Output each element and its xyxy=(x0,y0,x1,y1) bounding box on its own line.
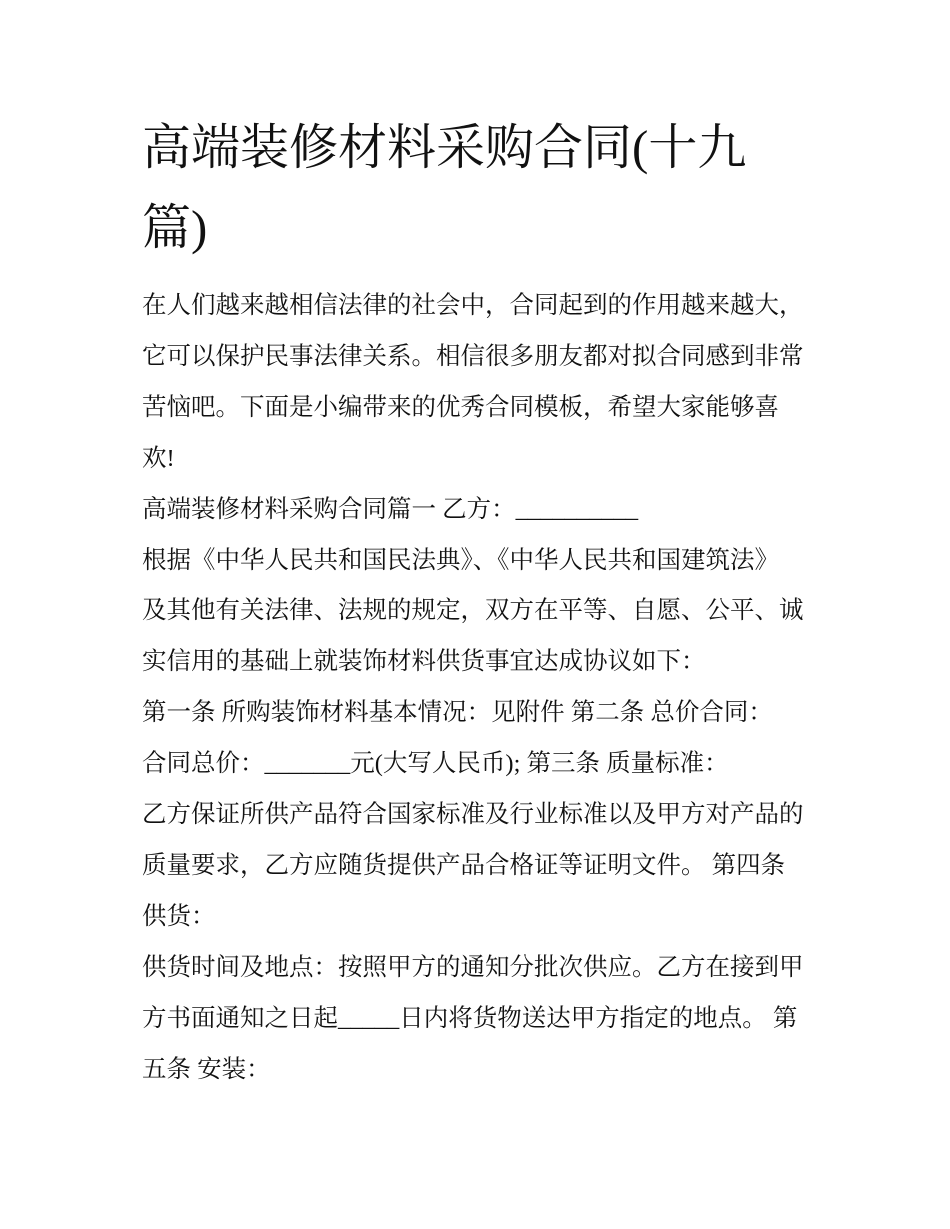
body-line: 高端装修材料采购合同篇一 乙方：__________ xyxy=(142,495,639,523)
body-line: 五条 安装： xyxy=(142,1055,271,1083)
body-line: 及其他有关法律、法规的规定，双方在平等、自愿、公平、诚 xyxy=(142,597,804,625)
body-line: 第一条 所购装饰材料基本情况：见附件 第二条 总价合同： xyxy=(142,699,773,727)
body-line: 乙方保证所供产品符合国家标准及行业标准以及甲方对产品的 xyxy=(142,801,804,829)
body-line: 它可以保护民事法律关系。相信很多朋友都对拟合同感到非常 xyxy=(142,342,804,370)
body-line: 根据《中华人民共和国民法典》、《中华人民共和国建筑法》 xyxy=(142,546,779,574)
body-line: 在人们越来越相信法律的社会中，合同起到的作用越来越大， xyxy=(142,292,804,319)
body-line: 方书面通知之日起_____日内将货物送达甲方指定的地点。 第 xyxy=(142,1004,798,1032)
document-title xyxy=(142,108,746,268)
body-line: 欢! xyxy=(142,444,175,472)
body-line: 苦恼吧。下面是小编带来的优秀合同模板，希望大家能够喜 xyxy=(142,393,779,421)
body-line: 质量要求，乙方应随货提供产品合格证等证明文件。 第四条 xyxy=(142,851,786,879)
body-line: 供货时间及地点：按照甲方的通知分批次供应。乙方在接到甲 xyxy=(142,953,804,981)
title-line: 篇) xyxy=(142,200,208,255)
body-line: 实信用的基础上就装饰材料供货事宜达成协议如下： xyxy=(142,648,706,676)
document-body xyxy=(142,281,804,1096)
title-line: 高端装修材料采购合同(十九 xyxy=(142,120,747,175)
body-line: 供货： xyxy=(142,902,216,930)
body-line: 合同总价：_______元(大写人民币); 第三条 质量标准： xyxy=(142,750,729,778)
